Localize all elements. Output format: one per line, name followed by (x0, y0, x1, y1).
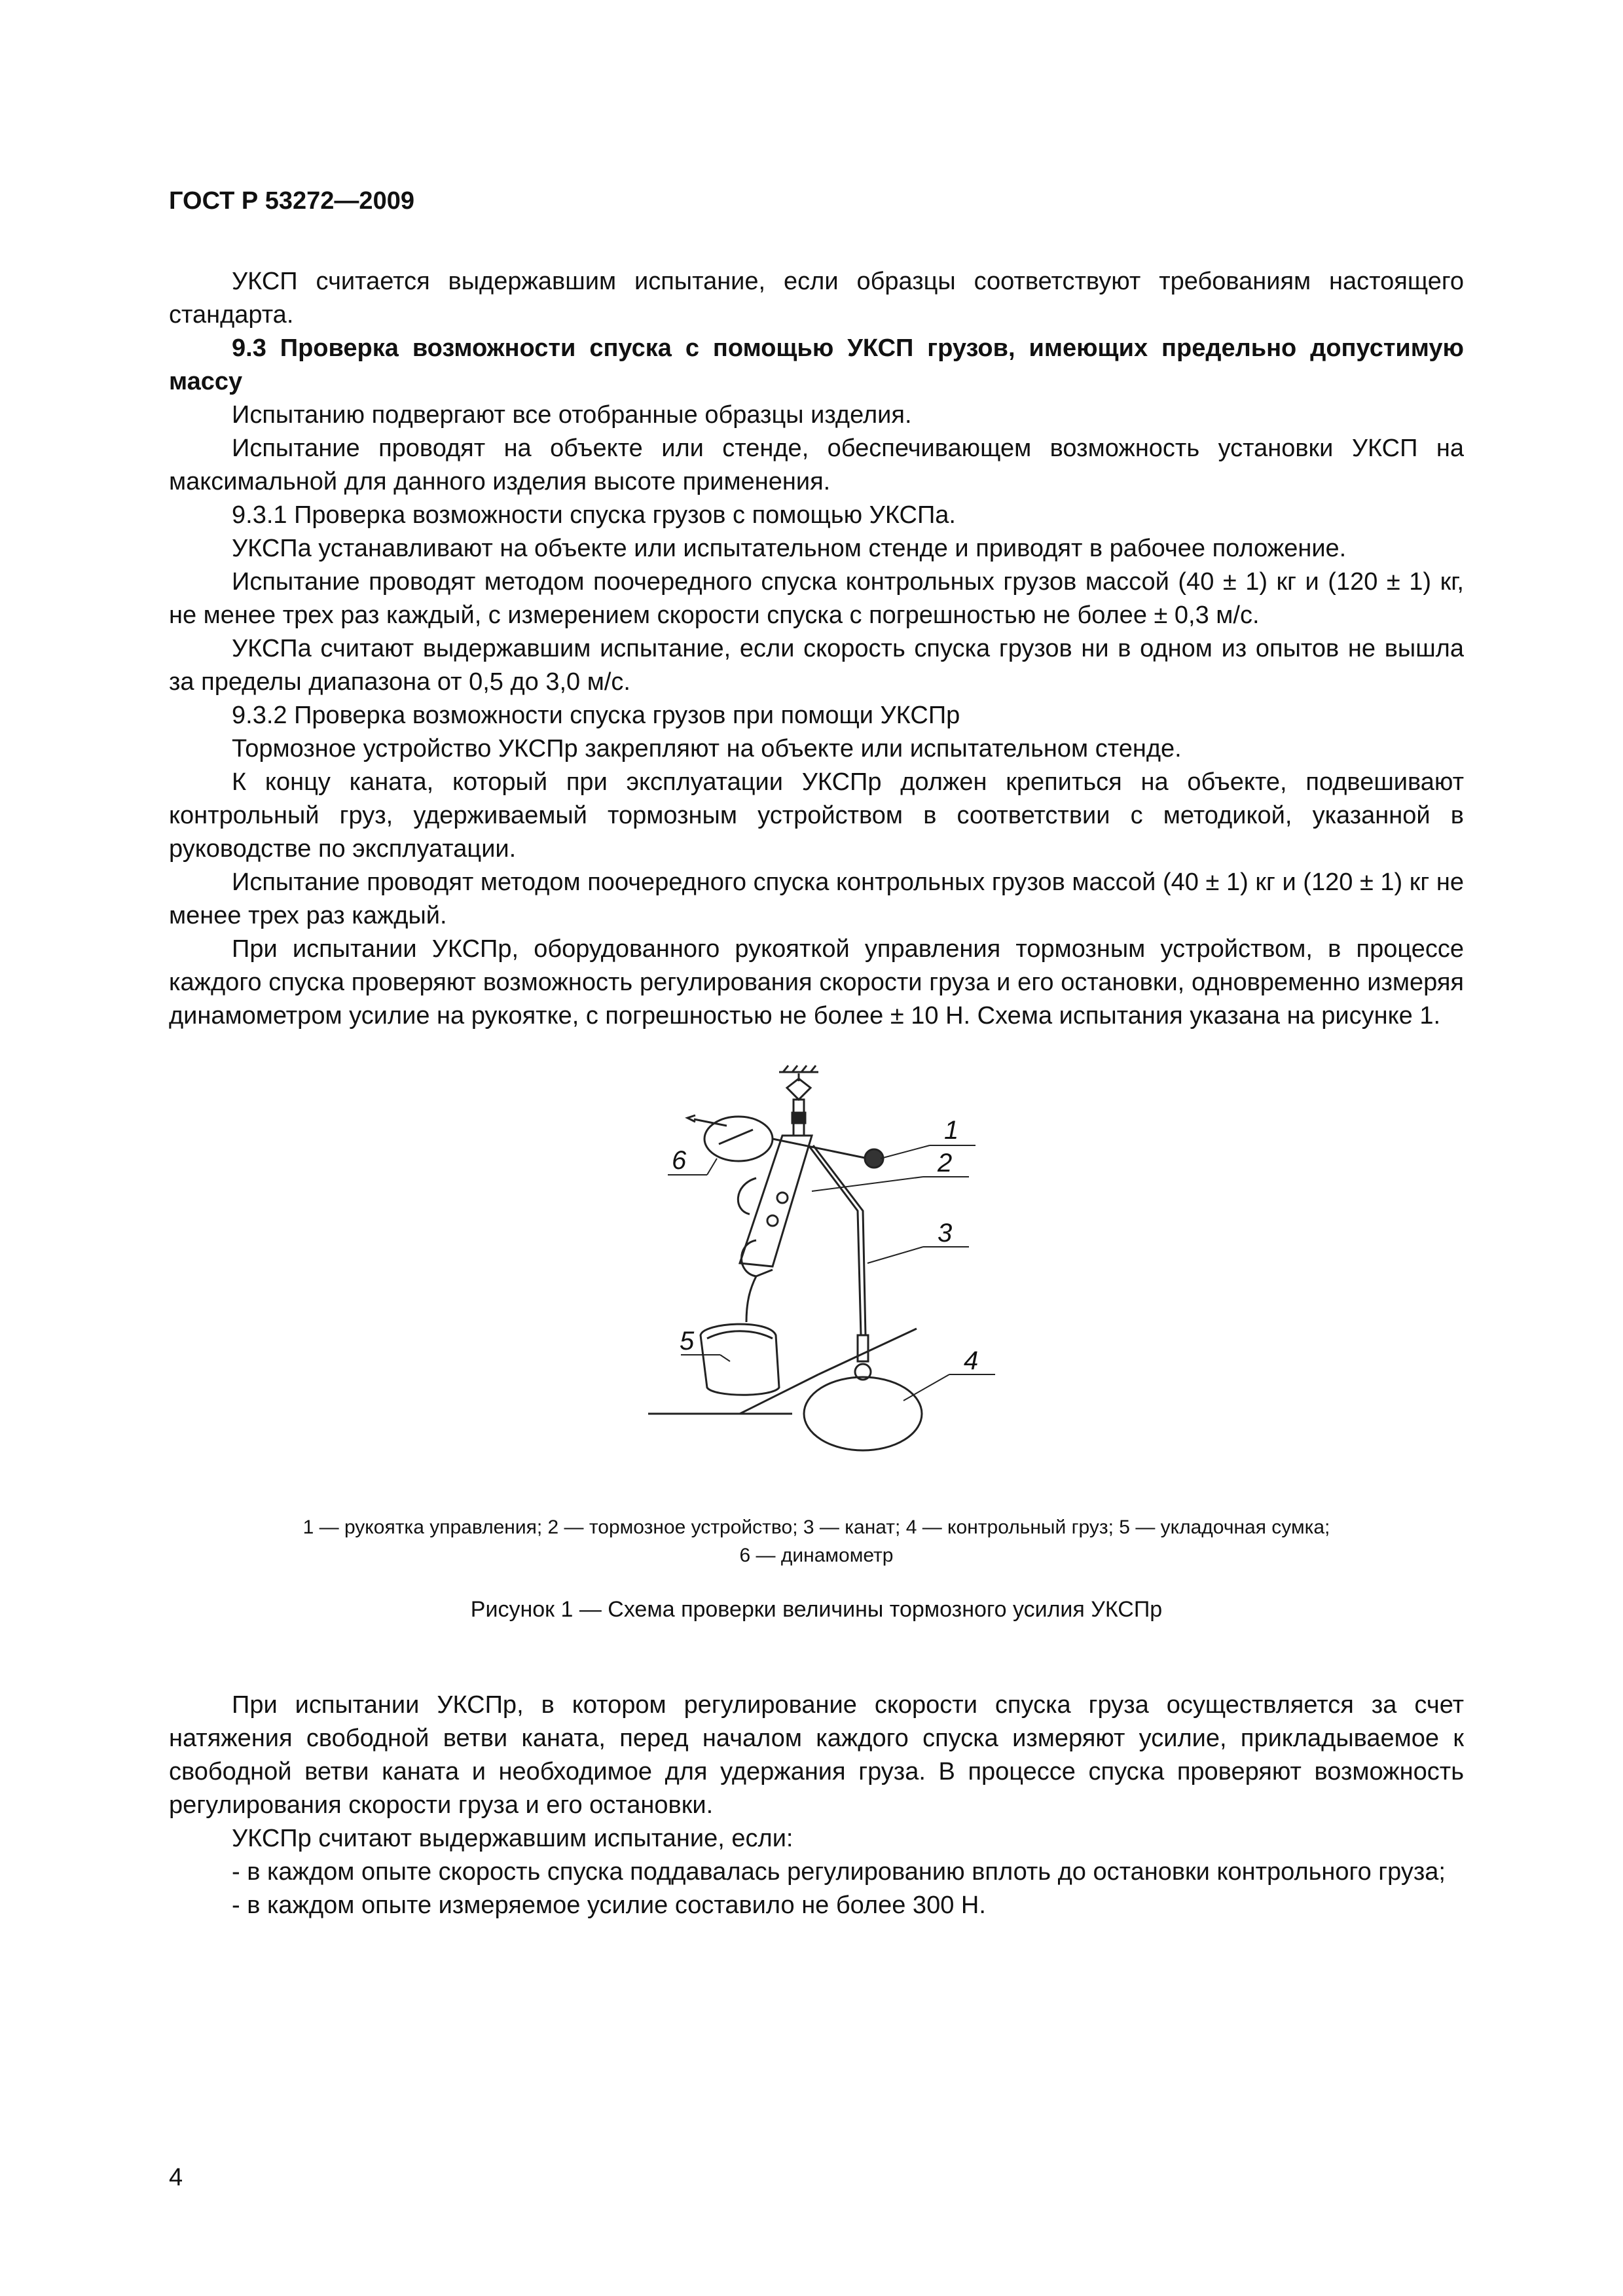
paragraph: - в каждом опыте измеряемое усилие составило не более 300 Н. (232, 1892, 986, 1919)
text-block-after-figure (169, 1689, 1464, 1922)
figure-legend-line-1: 1 — рукоятка управления; 2 — тормозное устройство; 3 — канат; 4 — контрольный груз; 5 — укладочная сумка; (302, 1516, 1330, 1538)
page-number: 4 (169, 2164, 183, 2191)
paragraph: 9.3 Проверка возможности спуска с помощью УКСП грузов, имеющих предельно допустимую массу (169, 334, 1464, 395)
paragraph: УКСПа устанавливают на объекте или испытательном стенде и приводят в рабочее положение. (232, 535, 1347, 562)
figure-label-2: 2 (938, 1149, 953, 1177)
paragraph: При испытании УКСПр, в котором регулирование скорости спуска груза осуществляется за счет натяжения свободной ветви каната, перед началом каждого спуска измеряют усилие, прикладываемое к свободной ветви каната и необходимое для удержания груза. В процессе спуска проверяют возможность регулирования скорости груза и его остановки. (169, 1691, 1464, 1819)
paragraph: УКСПа считают выдержавшим испытание, если скорость спуска грузов ни в одном из опытов не вышла за пределы диапазона от 0,5 до 3,0 м/с. (169, 635, 1464, 696)
paragraph: Тормозное устройство УКСПр закрепляют на объекте или испытательном стенде. (232, 735, 1182, 762)
figure-label-5: 5 (680, 1327, 695, 1355)
paragraph: УКСП считается выдержавшим испытание, если образцы соответствуют требованиям настоящего стандарта. (169, 268, 1464, 329)
figure-legend-line-2: 6 — динамометр (739, 1545, 894, 1566)
paragraph: УКСПр считают выдержавшим испытание, если: (232, 1825, 793, 1852)
text-block-before-figure (169, 265, 1464, 1033)
paragraph: Испытанию подвергают все отобранные образцы изделия. (232, 401, 912, 429)
figure-legend (169, 1513, 1464, 1570)
figure-1-test-scheme (642, 1047, 1008, 1479)
figure-caption: Рисунок 1 — Схема проверки величины тормозного усилия УКСПр (470, 1597, 1163, 1622)
figure-label-1: 1 (944, 1116, 959, 1145)
paragraph: Испытание проводят методом поочередного спуска контрольных грузов массой (40 ± 1) кг и (120 ± 1) кг не менее трех раз каждый. (169, 869, 1464, 929)
paragraph: Испытание проводят методом поочередного спуска контрольных грузов массой (40 ± 1) кг и (120 ± 1) кг, не менее трех раз каждый, с измерением скорости спуска с погрешностью не более ± 0,3 м/с. (169, 568, 1464, 629)
paragraph: - в каждом опыте скорость спуска поддавалась регулированию вплоть до остановки контрольного груза; (232, 1858, 1446, 1886)
paragraph: При испытании УКСПр, оборудованного рукояткой управления тормозным устройством, в процессе каждого спуска проверяют возможность регулирования скорости груза и его остановки, одновременно измеряя динамометром усилие на рукоятке, с погрешностью не более ± 10 Н. Схема испытания указана на рисунке 1. (169, 935, 1464, 1030)
figure-label-3: 3 (938, 1219, 953, 1247)
paragraph: 9.3.2 Проверка возможности спуска грузов при помощи УКСПр (232, 702, 960, 729)
paragraph: Испытание проводят на объекте или стенде, обеспечивающем возможность установки УКСП на максимальной для данного изделия высоте применения. (169, 435, 1464, 495)
figure-label-4: 4 (964, 1346, 979, 1375)
figure-label-6: 6 (672, 1146, 687, 1175)
paragraph: К концу каната, который при эксплуатации УКСПр должен крепиться на объекте, подвешивают контрольный груз, удерживаемый тормозным устройством в соответствии с методикой, указанной в руководстве по эксплуатации. (169, 768, 1464, 863)
paragraph: 9.3.1 Проверка возможности спуска грузов с помощью УКСПа. (232, 501, 956, 529)
document-code-header: ГОСТ Р 53272—2009 (169, 187, 414, 215)
